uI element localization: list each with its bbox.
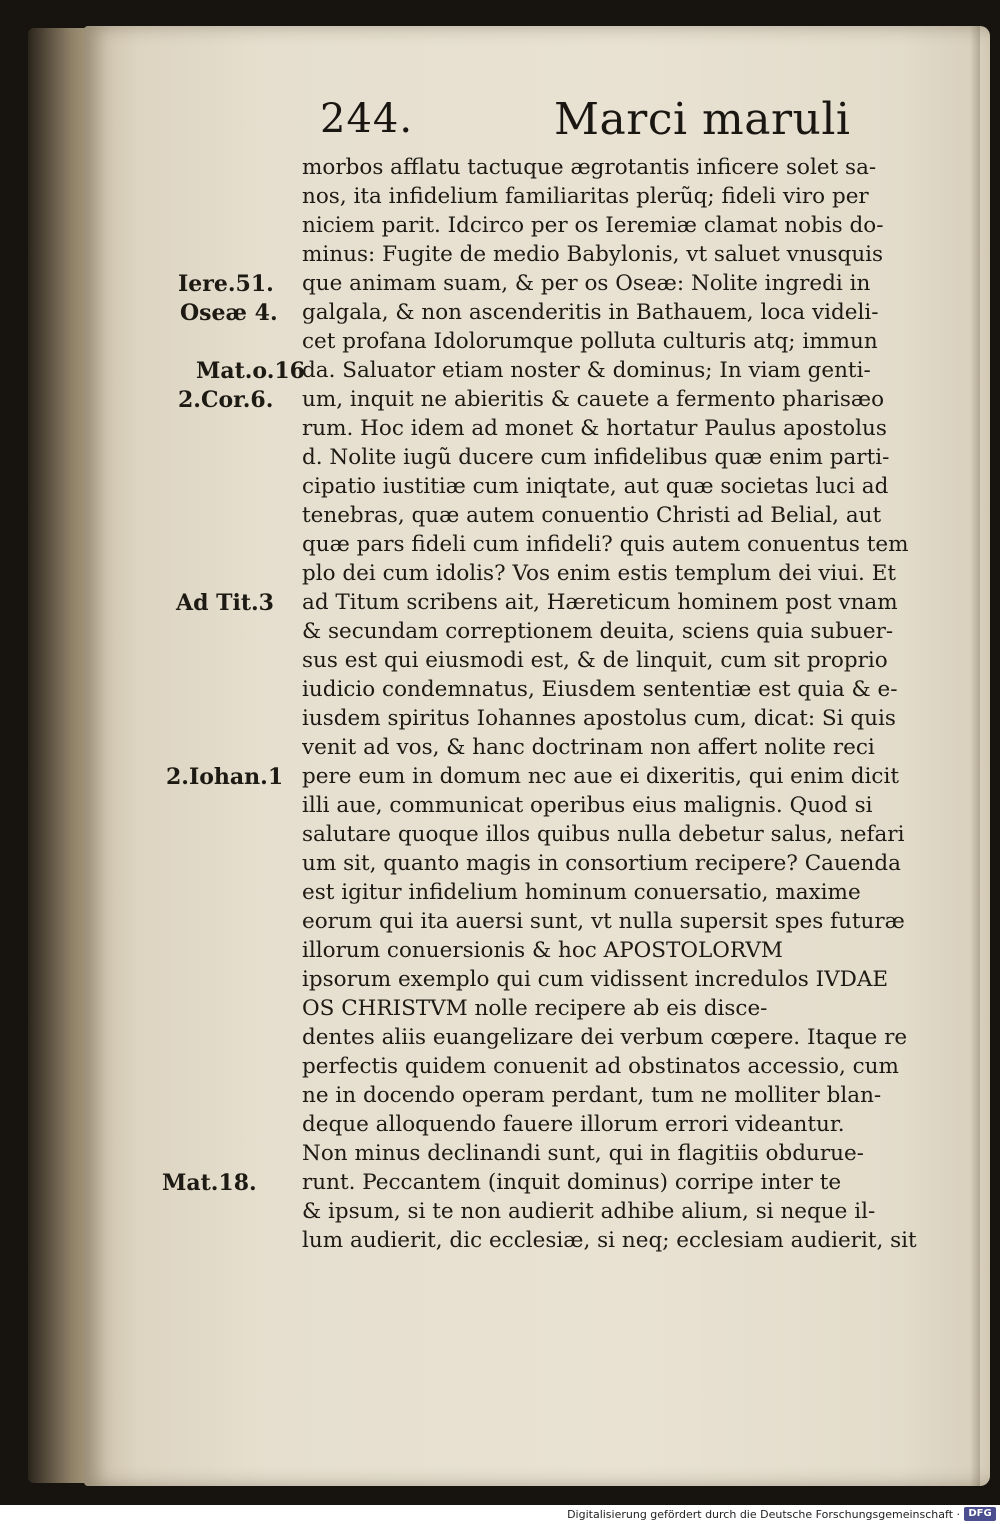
page-header xyxy=(84,26,990,146)
text-line: runt. Peccantem (inquit dominus) corripe inter te xyxy=(302,1170,842,1195)
text-line: da. Saluator etiam noster & dominus; In viam genti- xyxy=(302,358,871,383)
text-line: illorum conuersionis & hoc APOSTOLORVM xyxy=(302,938,783,963)
text-line: OS CHRISTVM nolle recipere ab eis disce- xyxy=(302,996,768,1021)
text-line: minus: Fugite de medio Babylonis, vt saluet vnusquis xyxy=(302,242,884,267)
page-number: 244. xyxy=(320,96,414,142)
text-line: lum audierit, dic ecclesiæ, si neq; ecclesiam audierit, sit xyxy=(302,1228,917,1253)
text-line: deque alloquendo fauere illorum errori videantur. xyxy=(302,1112,845,1137)
text-line: & secundam correptionem deuita, sciens quia subuer- xyxy=(302,619,894,644)
text-line: quæ pars fideli cum infideli? quis autem conuentus tem xyxy=(302,532,909,557)
text-line: morbos afflatu tactuque ægrotantis inficere solet sa- xyxy=(302,155,877,180)
text-line: galgala, & non ascenderitis in Bathauem, loca videli- xyxy=(302,300,879,325)
text-line: ne in docendo operam perdant, tum ne molliter blan- xyxy=(302,1083,882,1108)
text-line: sus est qui eiusmodi est, & de linquit, cum sit proprio xyxy=(302,648,888,673)
margin-note: Mat.o.16 xyxy=(196,358,305,384)
text-line: & ipsum, si te non audierit adhibe alium, si neque il- xyxy=(302,1199,876,1224)
text-line: um sit, quanto magis in consortium recipere? Cauenda xyxy=(302,851,901,876)
margin-note: Oseæ 4. xyxy=(180,300,278,326)
text-line: iudicio condemnatus, Eiusdem sententiæ est quia & e- xyxy=(302,677,898,702)
text-line: Non minus declinandi sunt, qui in flagitiis obdurue- xyxy=(302,1141,864,1166)
text-line: perfectis quidem conuenit ad obstinatos accessio, cum xyxy=(302,1054,899,1079)
text-line: que animam suam, & per os Oseæ: Nolite ingredi in xyxy=(302,271,871,296)
text-line: eorum qui ita auersi sunt, vt nulla supersit spes futuræ xyxy=(302,909,905,934)
digitization-footer xyxy=(0,1505,1000,1524)
book-page xyxy=(84,26,990,1486)
dfg-logo: DFG xyxy=(964,1507,996,1521)
text-line: salutare quoque illos quibus nulla debetur salus, nefari xyxy=(302,822,905,847)
margin-note: Iere.51. xyxy=(178,271,274,297)
margin-note: 2.Iohan.1 xyxy=(166,764,284,790)
page-right-edge xyxy=(970,26,980,1486)
text-line: ipsorum exemplo qui cum vidissent incredulos IVDAE xyxy=(302,967,889,992)
text-line: dentes aliis euangelizare dei verbum cœpere. Itaque re xyxy=(302,1025,908,1050)
funding-credit: Digitalisierung gefördert durch die Deutsche Forschungsgemeinschaft · xyxy=(567,1508,960,1521)
margin-note: 2.Cor.6. xyxy=(178,387,274,413)
text-line: est igitur infidelium hominum conuersatio, maxime xyxy=(302,880,861,905)
running-head: Marci maruli xyxy=(554,94,851,145)
body-text xyxy=(302,153,962,1255)
text-line: d. Nolite iugũ ducere cum infidelibus quæ enim parti- xyxy=(302,445,890,470)
margin-note: Mat.18. xyxy=(162,1170,257,1196)
text-line: pere eum in domum nec aue ei dixeritis, qui enim dicit xyxy=(302,764,899,789)
text-line: niciem parit. Idcirco per os Ieremiæ clamat nobis do- xyxy=(302,213,884,238)
text-line: cet profana Idolorumque polluta culturis atq; immun xyxy=(302,329,878,354)
text-line: rum. Hoc idem ad monet & hortatur Paulus apostolus xyxy=(302,416,887,441)
text-line: nos, ita infidelium familiaritas plerũq; fideli viro per xyxy=(302,184,869,209)
margin-note: Ad Tit.3 xyxy=(176,590,274,616)
text-line: venit ad vos, & hanc doctrinam non affert nolite reci xyxy=(302,735,875,760)
text-line: iusdem spiritus Iohannes apostolus cum, dicat: Si quis xyxy=(302,706,896,731)
text-line: plo dei cum idolis? Vos enim estis templum dei viui. Et xyxy=(302,561,897,586)
text-line: tenebras, quæ autem conuentio Christi ad Belial, aut xyxy=(302,503,882,528)
book-spine-edge xyxy=(28,28,90,1483)
text-line: cipatio iustitiæ cum iniqtate, aut quæ societas luci ad xyxy=(302,474,889,499)
text-line: illi aue, communicat operibus eius malignis. Quod si xyxy=(302,793,873,818)
text-line: um, inquit ne abieritis & cauete a fermento pharisæo xyxy=(302,387,885,412)
text-line: ad Titum scribens ait, Hæreticum hominem post vnam xyxy=(302,590,898,615)
